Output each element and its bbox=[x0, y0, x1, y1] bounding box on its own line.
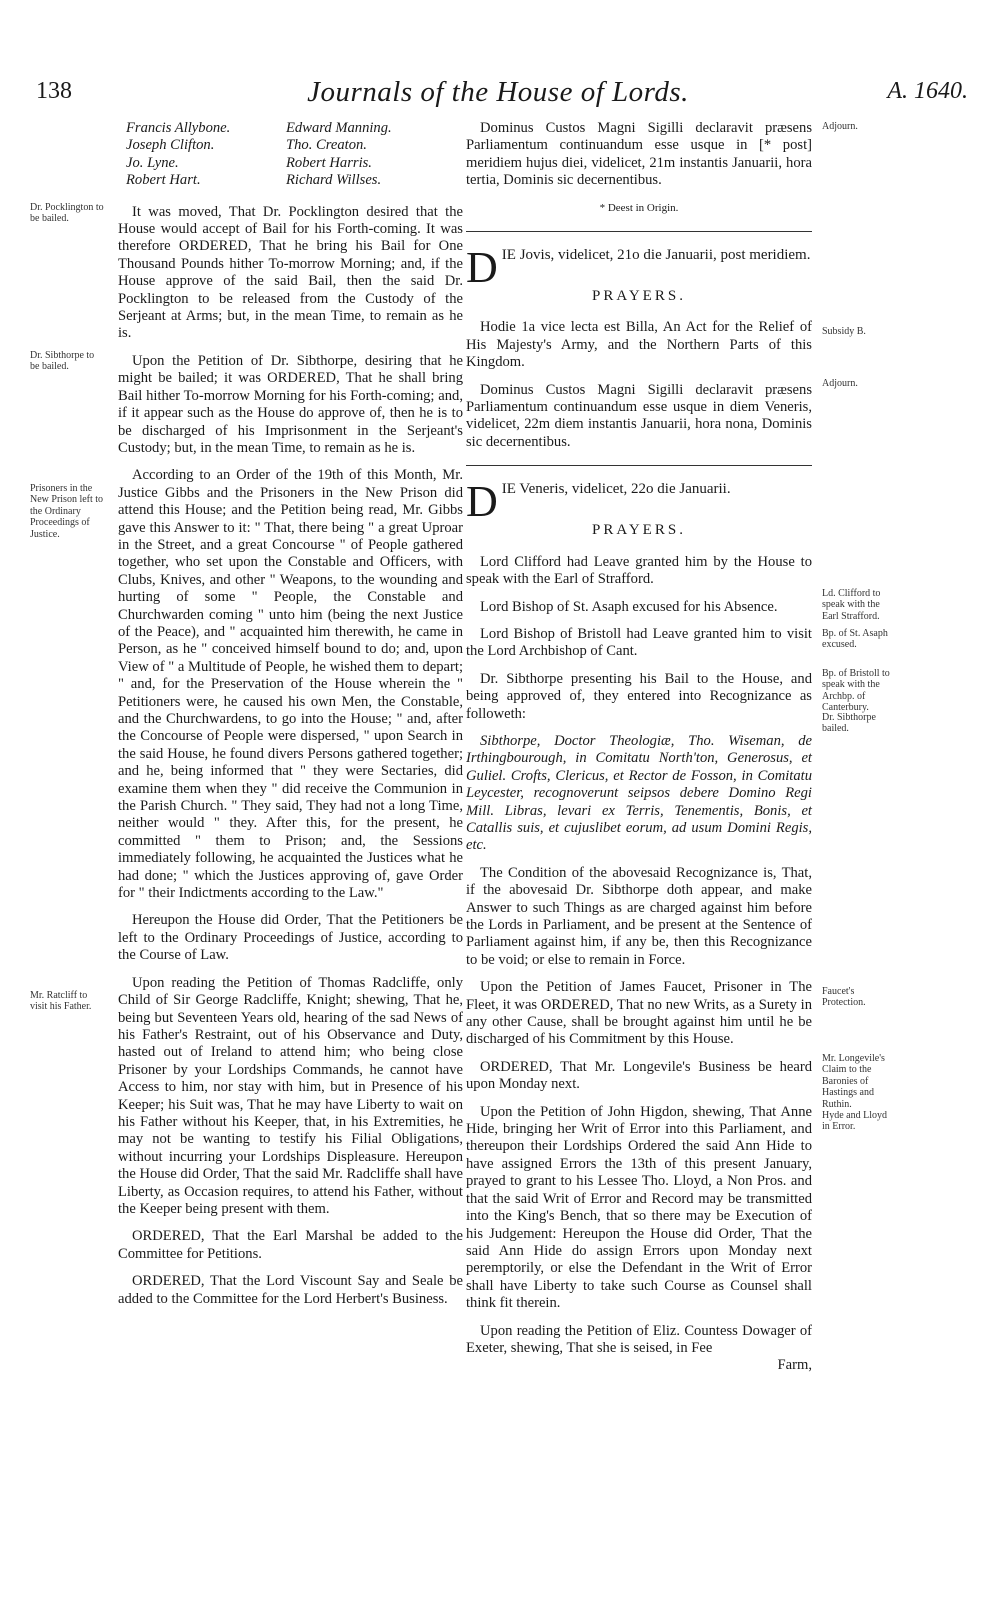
day-heading-jovis bbox=[466, 243, 812, 293]
name-entry: Edward Manning. bbox=[286, 120, 392, 136]
entry-bristoll: Lord Bishop of Bristoll had Leave granted him to visit the Lord Archbishop of Cant. bbox=[466, 625, 812, 660]
entry-new-prison-answer: According to an Order of the 19th of this Month, Mr. Justice Gibbs and the Prisoners in the New Prison did attend this House; and the Petition being read, Mr. Gibbs gave this Answer to it: " That, there being " a great Uproar in the Street, and a great Concourse " of People gathered together, who set upon the Constable and Officers, with Clubs, Knives, and other " Weapons, to the wounding and hurting of some " People, the Constable and Churchwarden coming " unto him (being the next Justice of the Peace), and " acquainted him therewith, he came in Person, as he " conceived himself bound to do; and, upon View of " a Multitude of People, he wished them to depart; " and, for the Preservation of the House wherein the " Petitioners were, he caused his own Men, the Constable, and the Churchwardens, to go into the House; " and, after the Concourse of People were dispersed, " upon Search in the said House, he found divers Persons gathered together; and he, being informed that " they were Sectaries, did examine them when they " did receive the Communion in the Parish Church. " They said, They had not a long Time, neither would " they. After this, for the present, he committed " them to Prison; and, the Sessions immediately following, he acquainted the Justices what he had done; " which the Justices approving of, gave Order for " their Indictments according to the Law." bbox=[118, 467, 463, 902]
name-entry: Jo. Lyne. bbox=[126, 154, 179, 171]
margin-note-hyde: Hyde and Lloyd in Error. bbox=[822, 1110, 887, 1133]
entry-say-and-seale: ORDERED, That the Lord Viscount Say and Seale be added to the Committee for the Lord Herbert's Business. bbox=[118, 1273, 463, 1307]
margin-note-ratcliff: Mr. Ratcliff to visit his Father. bbox=[30, 990, 92, 1013]
entry-new-prison-order: Hereupon the House did Order, That the Petitioners be left to the Ordinary Proceedings of Justice, according to the Course of Law. bbox=[118, 912, 463, 964]
margin-note-pocklington: Dr. Pocklington to be bailed. bbox=[30, 202, 104, 225]
names-list bbox=[126, 120, 446, 190]
name-entry: Francis Allybone. bbox=[126, 120, 231, 136]
name-entry: Richard Willses. bbox=[286, 172, 382, 189]
entry-condition: The Condition of the abovesaid Recognizance is, That, if the abovesaid Dr. Sibthorpe doth appear, and make Answer to such Things as are charged against him before the Lords in Parliament, and be present at the Sentence of Parliament against him, if any be, then this Recognizance to be void; or else to remain in Force. bbox=[466, 864, 812, 968]
margin-note-bristoll: Bp. of Bristoll to speak with the Archbp. of Canterbury. bbox=[822, 668, 890, 714]
entry-army-bill: Hodie 1a vice lecta est Billa, An Act for the Relief of His Majesty's Army, and the Northern Parts of this Kingdom. bbox=[466, 319, 812, 371]
catchword: Farm, bbox=[777, 1357, 812, 1374]
margin-note-sibthorpe-bailed: Dr. Sibthorpe bailed. bbox=[822, 712, 876, 735]
entry-longevile: ORDERED, That Mr. Longevile's Business be heard upon Monday next. bbox=[466, 1058, 812, 1093]
name-entry: Robert Harris. bbox=[286, 154, 372, 171]
entry-adjournment-2: Dominus Custos Magni Sigilli declaravit præsens Parliamentum continuandum esse usque in diem Veneris, videlicet, 22m diem instantis Januarii, hora nona, Dominis sic decernentibus. bbox=[466, 381, 812, 450]
margin-note-adjourn-1: Adjourn. bbox=[822, 121, 858, 132]
prayers-heading: PRAYERS. bbox=[592, 522, 686, 539]
entry-radcliffe-petition: Upon reading the Petition of Thomas Radcliffe, only Child of Sir George Radcliffe, Knight; shewing, That he, being but Seventeen Years old, hearing of the sad News of his Father's Restraint, out of his Observance and Duty, hasted out of Ireland to attend him; who being close Prisoner by your Lordships Commands, he cannot have Access to him, nor stay with him, but in Presence of his Keeper; his Suit was, That he may have Liberty to wait on his Father without his Keeper, that, in his Extremities, he may not be wanting to testify his Filial Obligations, without incurring your Lordships Displeasure. Hereupon the House did Order, That the said Mr. Radcliffe shall have Liberty, as Occasion requires, to attend his Father, without the Keeper being present with them. bbox=[118, 974, 463, 1217]
entry-asaph: Lord Bishop of St. Asaph excused for his Absence. bbox=[480, 598, 778, 615]
margin-note-faucet: Faucet's Protection. bbox=[822, 986, 866, 1009]
margin-note-asaph: Bp. of St. Asaph excused. bbox=[822, 628, 888, 651]
entry-higdon: Upon the Petition of John Higdon, shewing, That Anne Hide, bringing her Writ of Error into this Parliament, and thereupon their Lordships Ordered the said Ann Hide to have assigned Errors the 13th of this present January, prayed to grant to his Lessee Tho. Lloyd, a Non Pros. and that the said Writ of Error and Record may be transmitted into the King's Bench, that so there may be Execution of his Judgement: Hereupon the House did Order, That the said Ann Hide do assign Errors upon Monday next peremptorily, or else the Defendant in the Writ of Error shall have Liberty to take such Course as Counsel shall think fit therein. bbox=[466, 1103, 812, 1312]
entry-earl-marshal: ORDERED, That the Earl Marshal be added to the Committee for Petitions. bbox=[118, 1228, 463, 1262]
right-column bbox=[466, 120, 812, 1375]
margin-note-prisoners: Prisoners in the New Prison left to the Ordinary Proceedings of Justice. bbox=[30, 483, 104, 540]
day-heading-veneris bbox=[466, 477, 812, 527]
name-entry: Tho. Creaton. bbox=[286, 137, 367, 154]
entry-adjournment-1: Dominus Custos Magni Sigilli declaravit præsens Parliamentum continuandum esse usque in [* post] meridiem hujus diei, videlicet, 21m instantis Januarii, hora tertia, Dominis sic decernentibus. bbox=[466, 120, 812, 189]
entry-sibthorpe-petition: Upon the Petition of Dr. Sibthorpe, desiring that he might be bailed; it was ORDERED, That he shall bring Bail hither To-morrow Morning for his Forth-coming; and, if it appear such as the House do approve of, then he is to be discharged of his Imprisonment in the Serjeant's Custody; but, in the mean Time, to remain as he is. bbox=[118, 352, 463, 456]
prayers-heading: PRAYERS. bbox=[592, 288, 686, 305]
entry-sibthorpe-bail: Dr. Sibthorpe presenting his Bail to the House, and being approved of, they entered into Recognizance as followeth: bbox=[466, 670, 812, 722]
drop-cap: D bbox=[466, 477, 498, 527]
name-entry: Joseph Clifton. bbox=[126, 137, 215, 154]
name-entry: Robert Hart. bbox=[126, 172, 201, 189]
left-column bbox=[118, 120, 463, 1318]
drop-cap: D bbox=[466, 243, 498, 293]
margin-note-subsidy: Subsidy B. bbox=[822, 326, 866, 337]
footnote: * Deest in Origin. bbox=[599, 201, 679, 214]
running-title: Journals of the House of Lords. bbox=[307, 76, 689, 108]
entry-exeter: Upon reading the Petition of Eliz. Countess Dowager of Exeter, shewing, That she is seised, in Fee bbox=[466, 1322, 812, 1356]
margin-note-longevile: Mr. Longevile's Claim to the Baronies of Hastings and Ruthin. bbox=[822, 1053, 885, 1110]
margin-note-adjourn-2: Adjourn. bbox=[822, 378, 858, 389]
margin-note-sibthorpe: Dr. Sibthorpe to be bailed. bbox=[30, 350, 95, 373]
day-heading-text: IE Jovis, videlicet, 21o die Januarii, post meridiem. bbox=[501, 247, 811, 264]
margin-note-clifford: Ld. Clifford to speak with the Earl Strafford. bbox=[822, 588, 881, 622]
page-number: 138 bbox=[36, 78, 72, 104]
entry-faucet: Upon the Petition of James Faucet, Prisoner in The Fleet, it was ORDERED, That no new Writs, as a Surety in any other Cause, shall be brought against him until he be discharged of his Commitment by this House. bbox=[466, 979, 812, 1048]
page-header bbox=[28, 72, 968, 112]
entry-recognizance: Sibthorpe, Doctor Theologiæ, Tho. Wiseman, de Irthingbourough, in Comitatu North'ton, Generosus, et Guliel. Crofts, Clericus, et Rector de Fosson, in Comitatu Leycester, recognoverunt seipsos debere Domino Regi Mill. Libras, levari ex Terris, Tenementis, Bonis, et Catallis suis, et cujuslibet eorum, ad usum Domini Regis, etc. bbox=[466, 732, 812, 854]
entry-pocklington: It was moved, That Dr. Pocklington desired that the House would accept of Bail for his Forth-coming. It was therefore ORDERED, That he bring his Bail for One Thousand Pounds hither To-morrow Morning; and, if the House approve of the said Bail, then the said Dr. Pocklington to be released from the Custody of the Serjeant at Arms; but, in the mean Time, to remain as he is. bbox=[118, 203, 463, 342]
year-label: A. 1640. bbox=[887, 78, 968, 104]
section-divider bbox=[466, 465, 812, 466]
section-divider bbox=[466, 231, 812, 232]
entry-clifford: Lord Clifford had Leave granted him by the House to speak with the Earl of Strafford. bbox=[466, 553, 812, 588]
day-heading-text: IE Veneris, videlicet, 22o die Januarii. bbox=[501, 481, 731, 498]
